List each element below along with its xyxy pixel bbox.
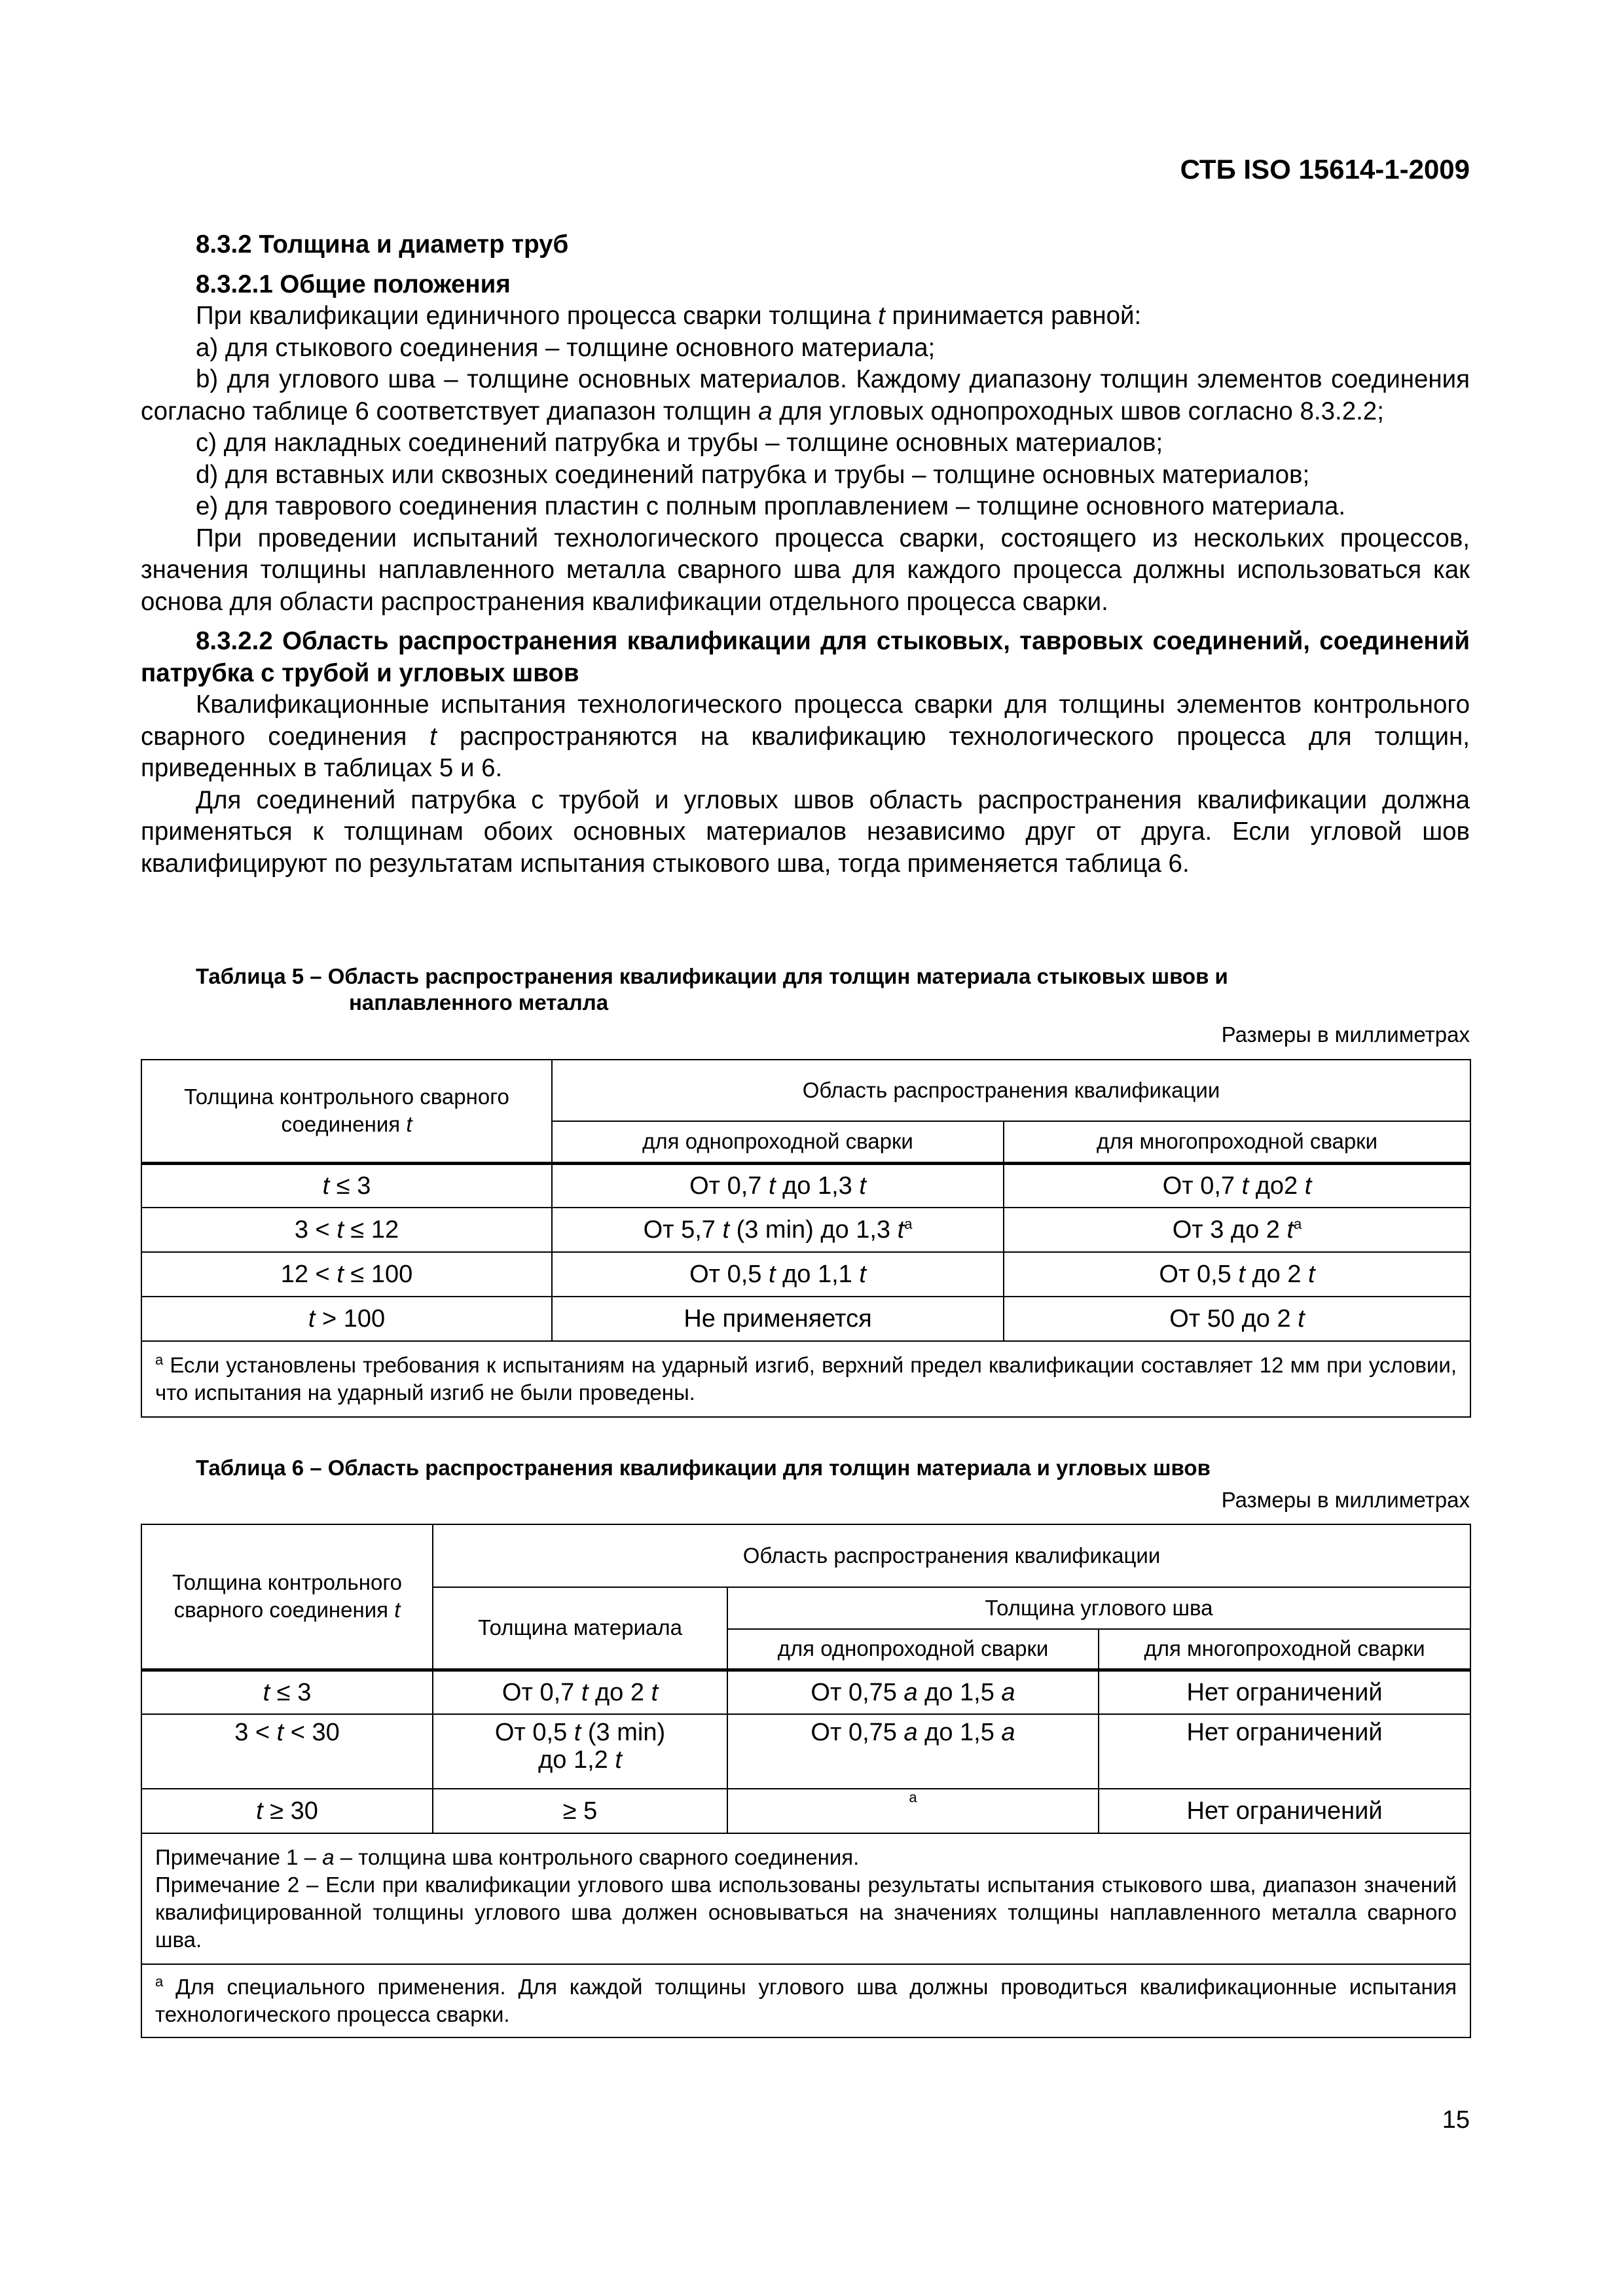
table6-notes (141, 1833, 1470, 1964)
section-8-3-2 (141, 229, 1470, 880)
table5-caption: Таблица 5 – Область распространения квалификации для толщин материала стыковых швов и наплавленного металла (196, 964, 1228, 1014)
table5-cell: От 5,7 t (3 min) до 1,3 $t^a$ (552, 1208, 1004, 1252)
subsection-title: 8.3.2.1 Общие положения (196, 270, 511, 298)
table5-head-range: Область распространения квалификации (552, 1060, 1470, 1121)
document-page (141, 0, 1470, 2296)
list-item-d: d) для вставных или сквозных соединений патрубка и трубы – толщине основных материалов; (196, 460, 1310, 489)
table-row (141, 1163, 1470, 1208)
table6-caption: Таблица 6 – Область распространения квалификации для толщин материала и угловых швов (196, 1456, 1211, 1480)
table5-head-single: для однопроходной сварки (552, 1121, 1004, 1163)
table6-units: Размеры в миллиметрах (1221, 1488, 1470, 1512)
table5 (141, 1059, 1471, 1418)
table6-cell: Нет ограничений (1099, 1789, 1470, 1833)
table6-note-1: Примечание 1 – a – толщина шва контрольного сварного соединения. (155, 1845, 860, 1869)
table5-head-multi: для многопроходной сварки (1004, 1121, 1470, 1163)
table6-head-fillet: Толщина углового шва (727, 1587, 1470, 1629)
table6-note-2: Примечание 2 – Если при квалификации углового шва использованы результаты испытания стыкового шва, диапазон значений квалифицированной толщины углового шва должен основываться на значениях толщины наплавленного металла сварного шва. (155, 1873, 1457, 1952)
table6-head-thickness: Толщина контрольного сварного соединения t (141, 1524, 433, 1670)
table6-cell: t ≥ 30 (141, 1789, 433, 1833)
table6-cell: Нет ограничений (1099, 1670, 1470, 1714)
paragraph-multi-process: При проведении испытаний технологического процесса сварки, состоящего из нескольких процессов, значения толщины наплавленного металла сварного шва для каждого процесса должны использоваться как основа для области распространения квалификации отдельного процесса сварки. (141, 524, 1470, 616)
page-number: 15 (1442, 2106, 1470, 2134)
table6-cell: a (727, 1789, 1099, 1833)
document-id: СТБ ISO 15614-1-2009 (1180, 154, 1470, 185)
table6-head-multi: для многопроходной сварки (1099, 1629, 1470, 1670)
subsection-title-8-3-2-2: 8.3.2.2 Область распространения квалификации для стыковых, тавровых соединений, соединений патрубка с трубой и угловых швов (141, 627, 1470, 687)
paragraph-nozzle: Для соединений патрубка с трубой и угловых швов область распространения квалификации должна применяться к толщинам обоих основных материалов независимо друг от друга. Если угловой шов квалифицируют по результатам испытания стыкового шва, тогда применяется таблица 6. (141, 785, 1470, 878)
table6-cell: 3 < t < 30 (141, 1714, 433, 1789)
table6-cell: От 0,7 t до 2 t (433, 1670, 727, 1714)
table6 (141, 1524, 1471, 2038)
table5-cell: 3 < t ≤ 12 (141, 1208, 552, 1252)
table6-cell: От 0,75 a до 1,5 a (727, 1670, 1099, 1714)
table5-cell: От 50 до 2 t (1004, 1297, 1470, 1341)
table5-footnote: $^a$ Если установлены требования к испытаниям на ударный изгиб, верхний предел квалификации составляет 12 мм при условии, что испытания на ударный изгиб не были проведены. (141, 1341, 1470, 1417)
table6-head-material: Толщина материала (433, 1587, 727, 1670)
list-item-b: b) для углового шва – толщине основных материалов. Каждому диапазону толщин элементов соединения согласно таблице 6 соответствует диапазон толщин a для угловых однопроходных швов согласно 8.3.2.2; (141, 365, 1470, 425)
table6-head-range: Область распространения квалификации (433, 1524, 1470, 1587)
table6-head-single: для однопроходной сварки (727, 1629, 1099, 1670)
table5-cell: 12 < t ≤ 100 (141, 1252, 552, 1297)
table-row (141, 1297, 1470, 1341)
table5-cell: От 3 до 2 $t^a$ (1004, 1208, 1470, 1252)
table-row (141, 1670, 1470, 1714)
paragraph-tests: Квалификационные испытания технологического процесса сварки для толщины элементов контрольного сварного соединения t распространяются на квалификацию технологического процесса для толщин, приведенных в таблицах 5 и 6. (141, 691, 1470, 782)
table-row (141, 1789, 1470, 1833)
table6-cell: t ≤ 3 (141, 1670, 433, 1714)
table5-cell: Не применяется (552, 1297, 1004, 1341)
list-item-e: e) для таврового соединения пластин с полным проплавлением – толщине основного материала. (196, 492, 1346, 520)
table5-cell: t ≤ 3 (141, 1163, 552, 1208)
table5-cell: От 0,5 t до 1,1 t (552, 1252, 1004, 1297)
table6-cell: ≥ 5 (433, 1789, 727, 1833)
table6-cell: Нет ограничений (1099, 1714, 1470, 1789)
table6-cell: От 0,75 a до 1,5 a (727, 1714, 1099, 1789)
table6-cell: От 0,5 t (3 min) до 1,2 t (433, 1714, 727, 1789)
list-item-a: a) для стыкового соединения – толщине основного материала; (196, 333, 936, 362)
table5-head-thickness: Толщина контрольного сварного соединения t (141, 1060, 552, 1163)
table6-footnote: $^a$ Для специального применения. Для каждой толщины углового шва должны проводиться квалификационные испытания технологического процесса сварки. (141, 1964, 1470, 2037)
table-row (141, 1252, 1470, 1297)
table5-units: Размеры в миллиметрах (1221, 1022, 1470, 1047)
list-item-c: c) для накладных соединений патрубка и трубы – толщине основных материалов; (196, 429, 1163, 457)
table5-cell: От 0,7 t до2 t (1004, 1163, 1470, 1208)
table5-cell: От 0,5 t до 2 t (1004, 1252, 1470, 1297)
section-title: 8.3.2 Толщина и диаметр труб (196, 230, 569, 259)
table-row (141, 1208, 1470, 1252)
table5-cell: t > 100 (141, 1297, 552, 1341)
table-row (141, 1714, 1470, 1789)
table5-cell: От 0,7 t до 1,3 t (552, 1163, 1004, 1208)
paragraph-intro: При квалификации единичного процесса сварки толщина t принимается равной: (196, 302, 1142, 330)
